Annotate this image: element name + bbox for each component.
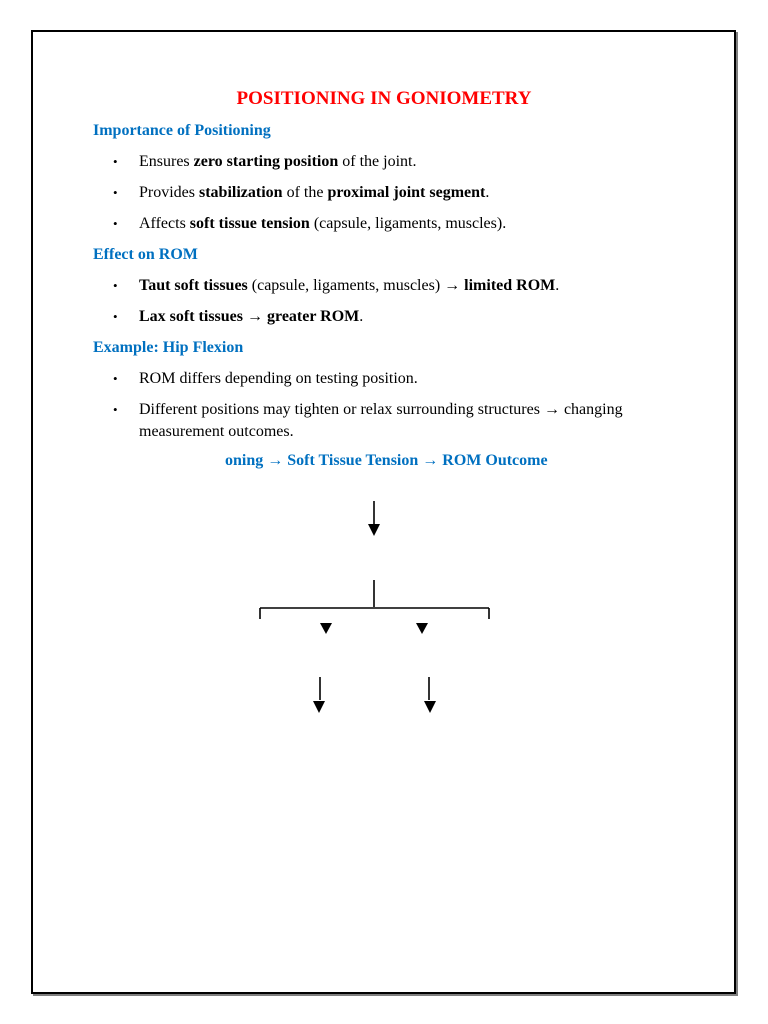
flow-caption: oning → Soft Tissue Tension → ROM Outcome [225, 452, 548, 469]
bullet-icon: • [113, 278, 118, 293]
flow-arrowhead-lower-right [424, 701, 436, 713]
text-run: (capsule, ligaments, muscles) → [247, 277, 465, 294]
bold-text-run: zero starting position [193, 153, 339, 170]
bold-text-run: soft tissue tension [189, 215, 310, 232]
text-run: Provides [139, 184, 199, 201]
text-run: . [555, 277, 560, 294]
text-run: Affects [139, 215, 190, 232]
bold-text-run: limited ROM [464, 277, 556, 294]
bullet-icon: • [113, 154, 118, 169]
bullet-icon: • [113, 402, 118, 417]
bold-text-run: Taut soft tissues [139, 277, 248, 294]
bold-text-run: proximal joint segment [327, 184, 486, 201]
page-title: POSITIONING IN GONIOMETRY [236, 88, 532, 109]
bullet-icon: • [113, 309, 118, 324]
section-heading-hip-flexion: Example: Hip Flexion [93, 339, 244, 356]
text-run: (capsule, ligaments, muscles). [309, 215, 507, 232]
flow-arrowhead-top [368, 524, 380, 536]
section-heading-effect-on-rom: Effect on ROM [93, 246, 198, 263]
flow-arrowhead-mid-right [416, 623, 428, 634]
bold-text-run: Lax soft tissues → greater ROM [139, 308, 360, 325]
text-run: . [485, 184, 490, 201]
section-heading-importance: Importance of Positioning [93, 122, 271, 139]
text-run: Ensures [139, 153, 194, 170]
flow-arrowhead-mid-left [320, 623, 332, 634]
bullet-icon: • [113, 216, 118, 231]
bullet-icon: • [113, 185, 118, 200]
text-run: . [359, 308, 364, 325]
bullet-icon: • [113, 371, 118, 386]
bold-text-run: stabilization [199, 184, 283, 201]
text-run: of the [282, 184, 328, 201]
text-run: ROM differs depending on testing position. [139, 370, 418, 387]
flow-arrowhead-lower-left [313, 701, 325, 713]
text-run: Different positions may tighten or relax surrounding structures → changing measurement outcomes. [139, 401, 623, 440]
text-run: of the joint. [338, 153, 417, 170]
